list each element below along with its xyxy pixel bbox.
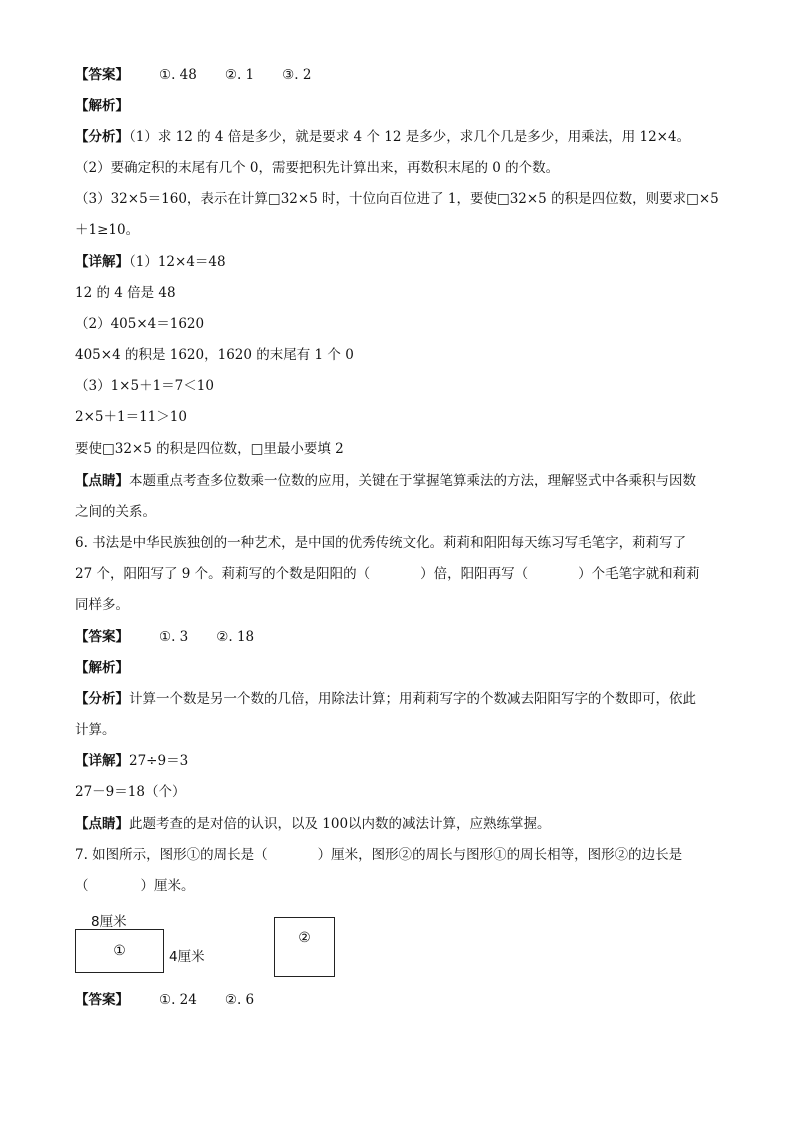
q5-detail-line-7: 要使□32×5 的积是四位数，□里最小要填 2 [75,441,344,457]
rectangle-figure-1 [75,929,164,973]
answer-2: ②. 1 [224,67,255,83]
q6-analysis-title: 【解析】 [75,660,129,676]
q7-question-line-1: 7. 如图所示，图形①的周长是（ ）厘米，图形②的周长与图形①的周长相等，图形②的边长是 [75,847,683,863]
q5-comment-line-2: 之间的关系。 [75,504,156,520]
q5-answer-line [75,65,311,85]
q6-detail-line-2: 27－9＝18（个） [75,784,186,800]
q5-detail-line-2: 12 的 4 倍是 48 [75,285,176,301]
q5-analysis-line-4: ＋1≥10。 [75,222,140,238]
comment-label: 【点睛】 [75,473,129,489]
square-label: ② [298,930,311,946]
detail-label: 【详解】 [75,254,129,270]
q6-answer-line [75,627,254,647]
answer-3: ③. 2 [282,67,312,83]
analysis-label: 【分析】 [75,691,129,707]
q5-analysis-line-2: （2）要确定积的末尾有几个 0，需要把积先计算出来，再数积末尾的 0 的个数。 [75,160,560,176]
answer-2: ②. 6 [224,992,255,1008]
q7-answer-line [75,990,254,1010]
q5-comment-line-1: 【点睛】本题重点考查多位数乘一位数的应用，关键在于掌握笔算乘法的方法，理解竖式中各乘积与因数 [75,473,696,489]
q5-detail-line-3: （2）405×4＝1620 [75,316,205,332]
q6-question-line-1: 6. 书法是中华民族独创的一种艺术，是中国的优秀传统文化。莉莉和阳阳每天练习写毛笔字，莉莉写了 [75,535,687,551]
q6-analysis-line-2: 计算。 [75,722,116,738]
rectangle-height-label: 4厘米 [169,949,205,965]
q6-comment-line: 【点睛】此题考查的是对倍的认识，以及 100以内数的减法计算，应熟练掌握。 [75,816,551,832]
q5-detail-line-5: （3）1×5＋1＝7＜10 [75,378,214,394]
square-figure-2 [274,917,335,977]
q5-analysis-line-3: （3）32×5＝160，表示在计算□32×5 时，十位向百位进了 1，要使□32×5 的积是四位数，则要求□×5 [75,191,719,207]
answer-2: ②. 18 [216,629,255,645]
q5-analysis-title: 【解析】 [75,98,129,114]
q6-detail-line-1: 【详解】27÷9＝3 [75,753,189,769]
answer-label: 【答案】 [75,992,129,1008]
q5-detail-line-1: 【详解】（1）12×4＝48 [75,254,226,270]
rectangle-width-label: 8厘米 [91,914,127,930]
answer-label: 【答案】 [75,629,129,645]
comment-label: 【点睛】 [75,816,129,832]
answer-1: ①. 24 [159,992,197,1008]
answer-1: ①. 48 [159,67,197,83]
rectangle-label: ① [113,943,126,959]
answer-1: ①. 3 [159,629,189,645]
q6-analysis-line-1: 【分析】计算一个数是另一个数的几倍，用除法计算；用莉莉写字的个数减去阳阳写字的个数即可，依此 [75,691,696,707]
q5-analysis-line-1: 【分析】（1）求 12 的 4 倍是多少，就是要求 4 个 12 是多少，求几个几是多少，用乘法，用 12×4。 [75,129,691,145]
q6-question-line-3: 同样多。 [75,597,129,613]
q6-question-line-2: 27 个，阳阳写了 9 个。莉莉写的个数是阳阳的（ ）倍，阳阳再写（ ）个毛笔字就和莉莉 [75,566,700,582]
detail-label: 【详解】 [75,753,129,769]
q7-question-line-2: （ ）厘米。 [75,878,195,894]
q5-detail-line-4: 405×4 的积是 1620，1620 的末尾有 1 个 0 [75,347,354,363]
q5-detail-line-6: 2×5＋1＝11＞10 [75,409,187,425]
answer-label: 【答案】 [75,67,129,83]
analysis-label: 【分析】 [75,129,129,145]
